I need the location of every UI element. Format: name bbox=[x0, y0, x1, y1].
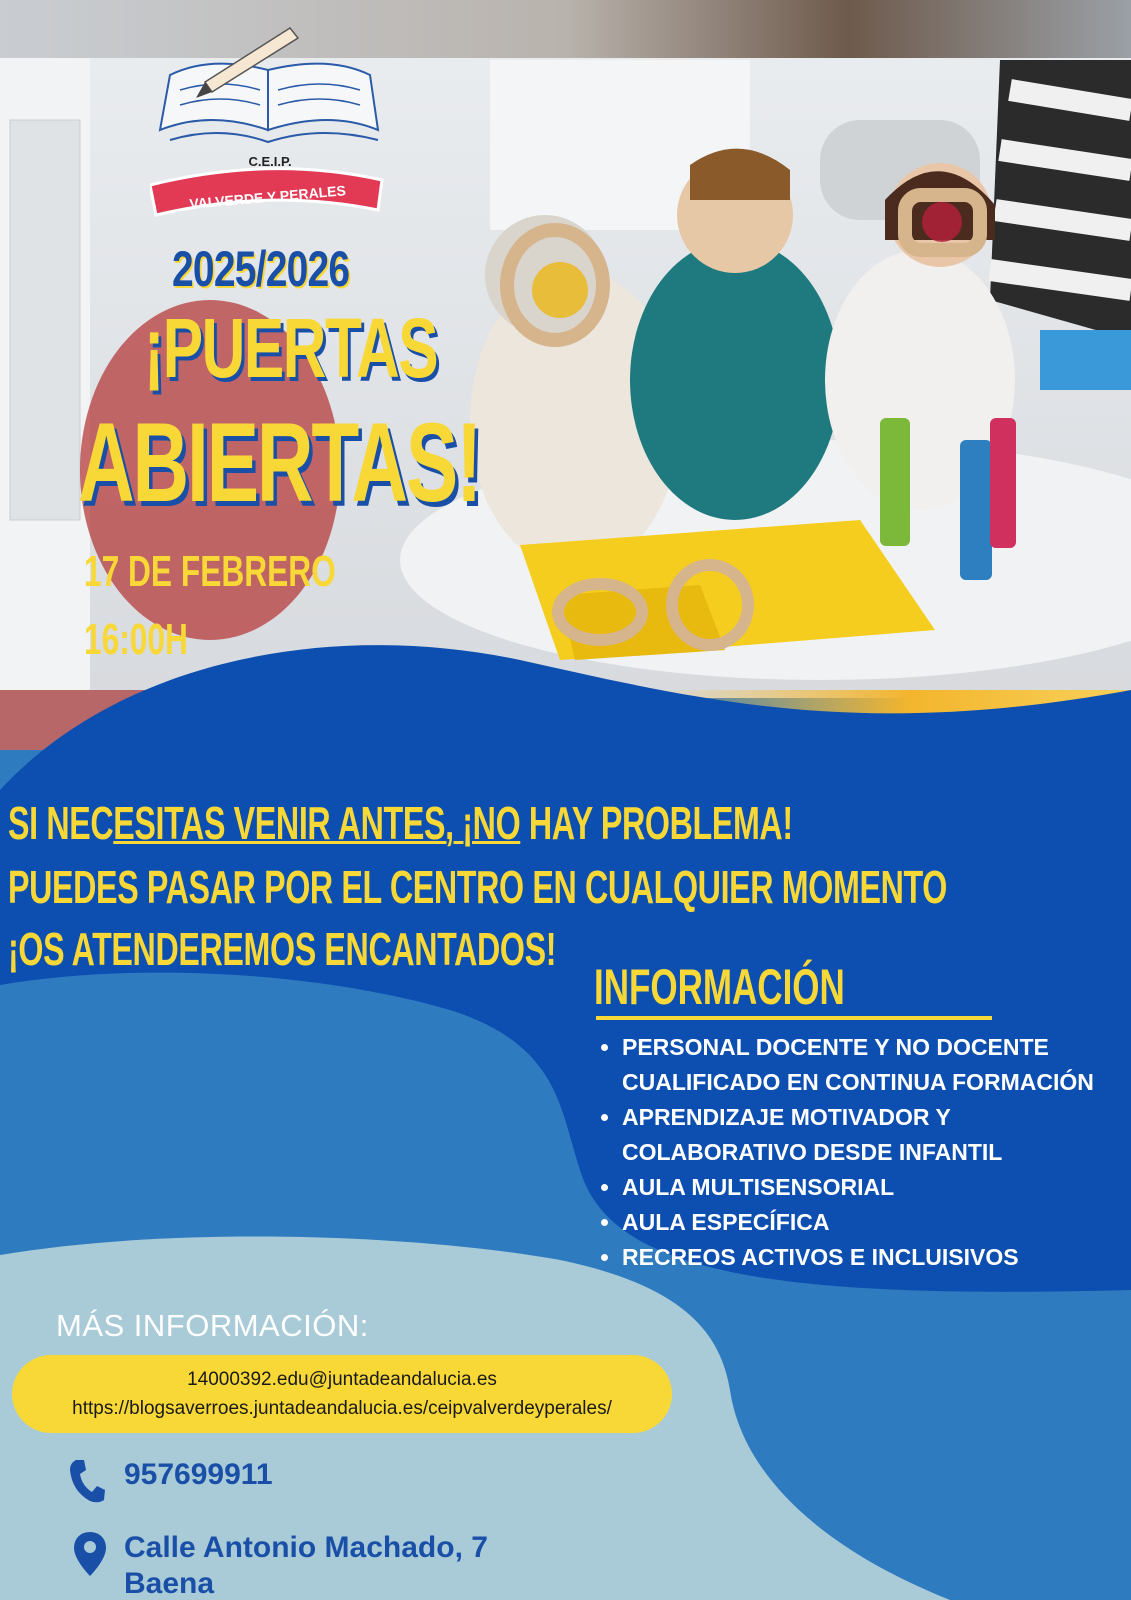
message-line-1: SI NECESITAS VENIR ANTES, ¡NO HAY PROBLEMA! bbox=[8, 797, 793, 849]
info-heading: INFORMACIÓN bbox=[594, 959, 845, 1015]
address-city: Baena bbox=[124, 1567, 215, 1600]
title-line-2: ABIERTAS! bbox=[78, 400, 481, 525]
info-item: • PERSONAL DOCENTE Y NO DOCENTE CUALIFICADO EN CONTINUA FORMACIÓN bbox=[622, 1030, 1122, 1100]
contact-pill bbox=[12, 1355, 672, 1433]
website-link[interactable]: https://blogsaverroes.juntadeandalucia.es/ceipvalverdeyperales/ bbox=[72, 1398, 612, 1419]
info-item: • RECREOS ACTIVOS E INCLUISIVOS bbox=[622, 1240, 1122, 1275]
location-pin-icon bbox=[72, 1530, 108, 1578]
school-year: 2025/2026 bbox=[172, 241, 350, 297]
message-line-2: PUEDES PASAR POR EL CENTRO EN CUALQUIER MOMENTO bbox=[8, 861, 947, 913]
school-logo bbox=[150, 20, 390, 220]
info-heading-underline bbox=[596, 1016, 992, 1020]
address bbox=[124, 1530, 488, 1600]
info-list bbox=[594, 1030, 1122, 1275]
title-line-1: ¡PUERTAS bbox=[144, 301, 438, 395]
event-date: 17 DE FEBRERO bbox=[84, 547, 336, 596]
info-item: • AULA MULTISENSORIAL bbox=[622, 1170, 1122, 1205]
school-label: C.E.I.P. bbox=[248, 154, 292, 169]
message-line-3: ¡OS ATENDEREMOS ENCANTADOS! bbox=[8, 923, 557, 975]
info-item: • AULA ESPECÍFICA bbox=[622, 1205, 1122, 1240]
phone-number[interactable]: 957699911 bbox=[124, 1458, 273, 1491]
phone-icon bbox=[68, 1458, 106, 1504]
email-link[interactable]: 14000392.edu@juntadeandalucia.es bbox=[187, 1369, 497, 1390]
more-info-label: MÁS INFORMACIÓN: bbox=[56, 1308, 369, 1343]
event-time: 16:00H bbox=[84, 615, 188, 664]
school-name: VALVERDE Y PERALES bbox=[188, 182, 347, 212]
address-street: Calle Antonio Machado, 7 bbox=[124, 1531, 488, 1564]
info-item: • APRENDIZAJE MOTIVADOR Y COLABORATIVO DESDE INFANTIL bbox=[622, 1100, 1122, 1170]
